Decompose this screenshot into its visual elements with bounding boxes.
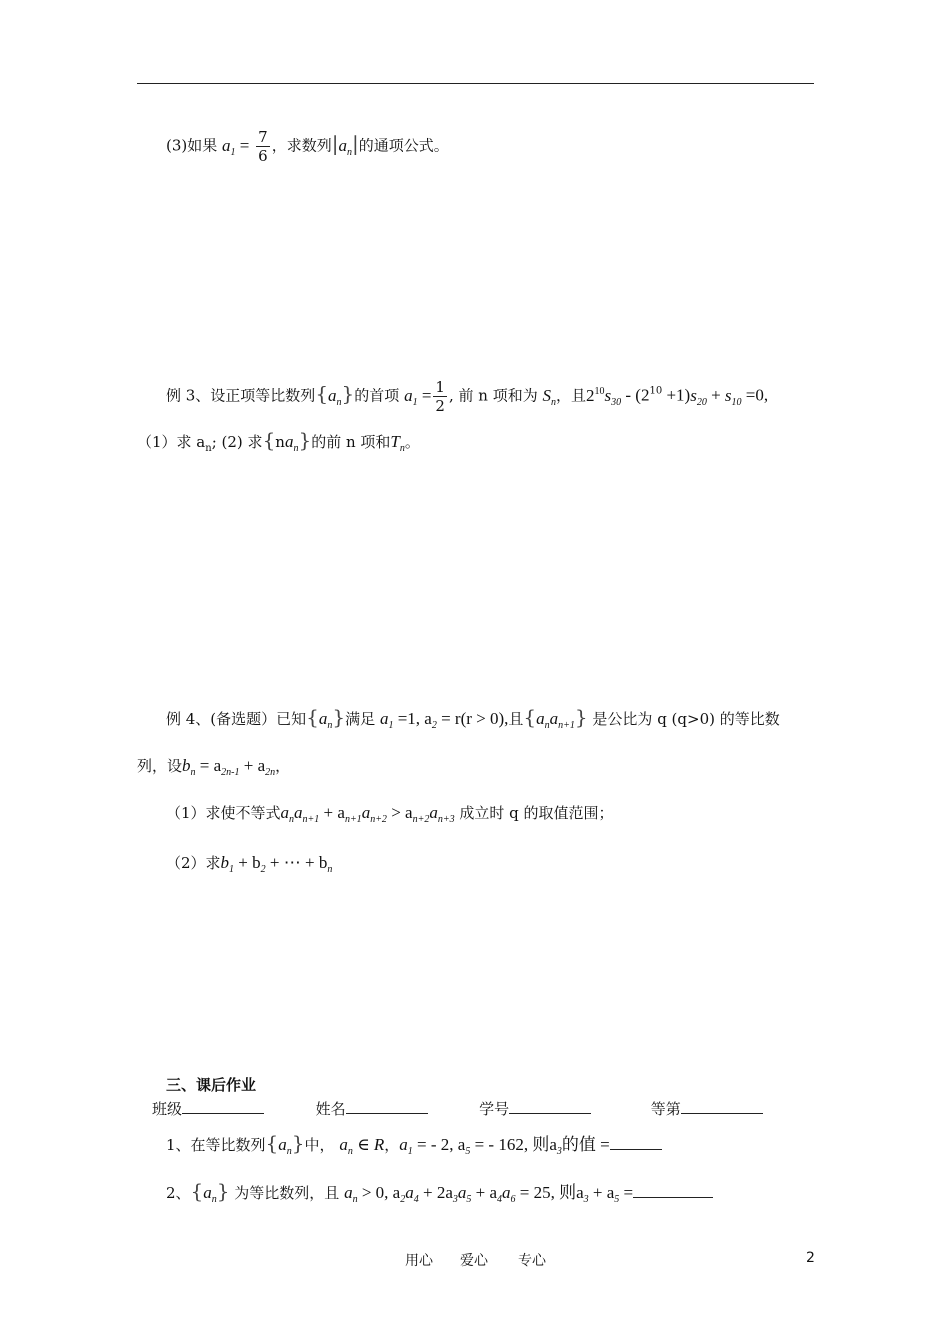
example-4-part-2: （2）求$b_1 + b_2$ + ⋯ + $b_n$	[166, 853, 333, 875]
homework-question-2: 2、$\{a_n\}$ 为等比数列，且 $a_n > 0$, $a_2a_4 + 2a_3a_5 + a_4a_6 = 25$, 则$a_3 + a_5$ =	[166, 1178, 713, 1205]
answer-blank-2[interactable]	[633, 1189, 713, 1198]
homework-info-row	[152, 1098, 763, 1119]
example-4-part-1: （1）求使不等式$a_na_{n+1} + a_{n+1}a_{n+2} > a_{n+2}a_{n+3}$ 成立时 q 的取值范围；	[166, 803, 614, 825]
class-label: 班级	[152, 1100, 183, 1118]
footer-motto-3: 专心	[518, 1253, 546, 1269]
homework-question-1: 1、在等比数列$\{a_n\}$中， $a_n$ ∈ R，$a_1$ = - 2, $a_5$ = - 162, 则$a_3$的值 =	[166, 1130, 662, 1157]
footer-motto-2: 爱心	[460, 1253, 488, 1269]
header-rule	[137, 83, 814, 84]
homework-title: 三、课后作业	[166, 1076, 257, 1094]
example-3-line-2: （1）求 $a_n$; (2) 求$\{na_n\}$的前 n 项和$T_n$。	[137, 428, 420, 454]
id-label: 学号	[479, 1100, 510, 1118]
page-number: 2	[806, 1250, 815, 1266]
class-field[interactable]	[182, 1099, 264, 1114]
example-4-line-2: 列，设$b_n = a_{2n-1} + a_{2n}$，	[137, 756, 291, 778]
example-4-line-1: 例 4、(备选题）已知$\{a_n\}$满足 $a_1 =1$, $a_2 = r(r > 0)$,且$\{a_na_{n+1}\}$ 是公比为 q (q>0) 的等比数	[166, 705, 780, 731]
grade-label: 等第	[650, 1100, 681, 1118]
footer-motto-1: 用心	[405, 1253, 433, 1269]
name-label: 姓名	[315, 1100, 346, 1118]
grade-field[interactable]	[681, 1099, 763, 1114]
id-field[interactable]	[509, 1099, 591, 1114]
name-field[interactable]	[346, 1099, 428, 1114]
answer-blank-1[interactable]	[610, 1135, 662, 1150]
question-3: (3)如果 $a_1$ = $\frac{7}{6}$ ，求数列$|a_n|$的通项公式。	[166, 128, 449, 165]
example-3-line-1: 例 3、设正项等比数列$\{a_n\}$的首项 $a_1$ = $\frac{1}{2}$ , 前 n 项和为 $S_n$，且$2^{10}s_{30} - (2^{10} +1)s_{20} + s_{10} =0$,	[166, 378, 769, 415]
